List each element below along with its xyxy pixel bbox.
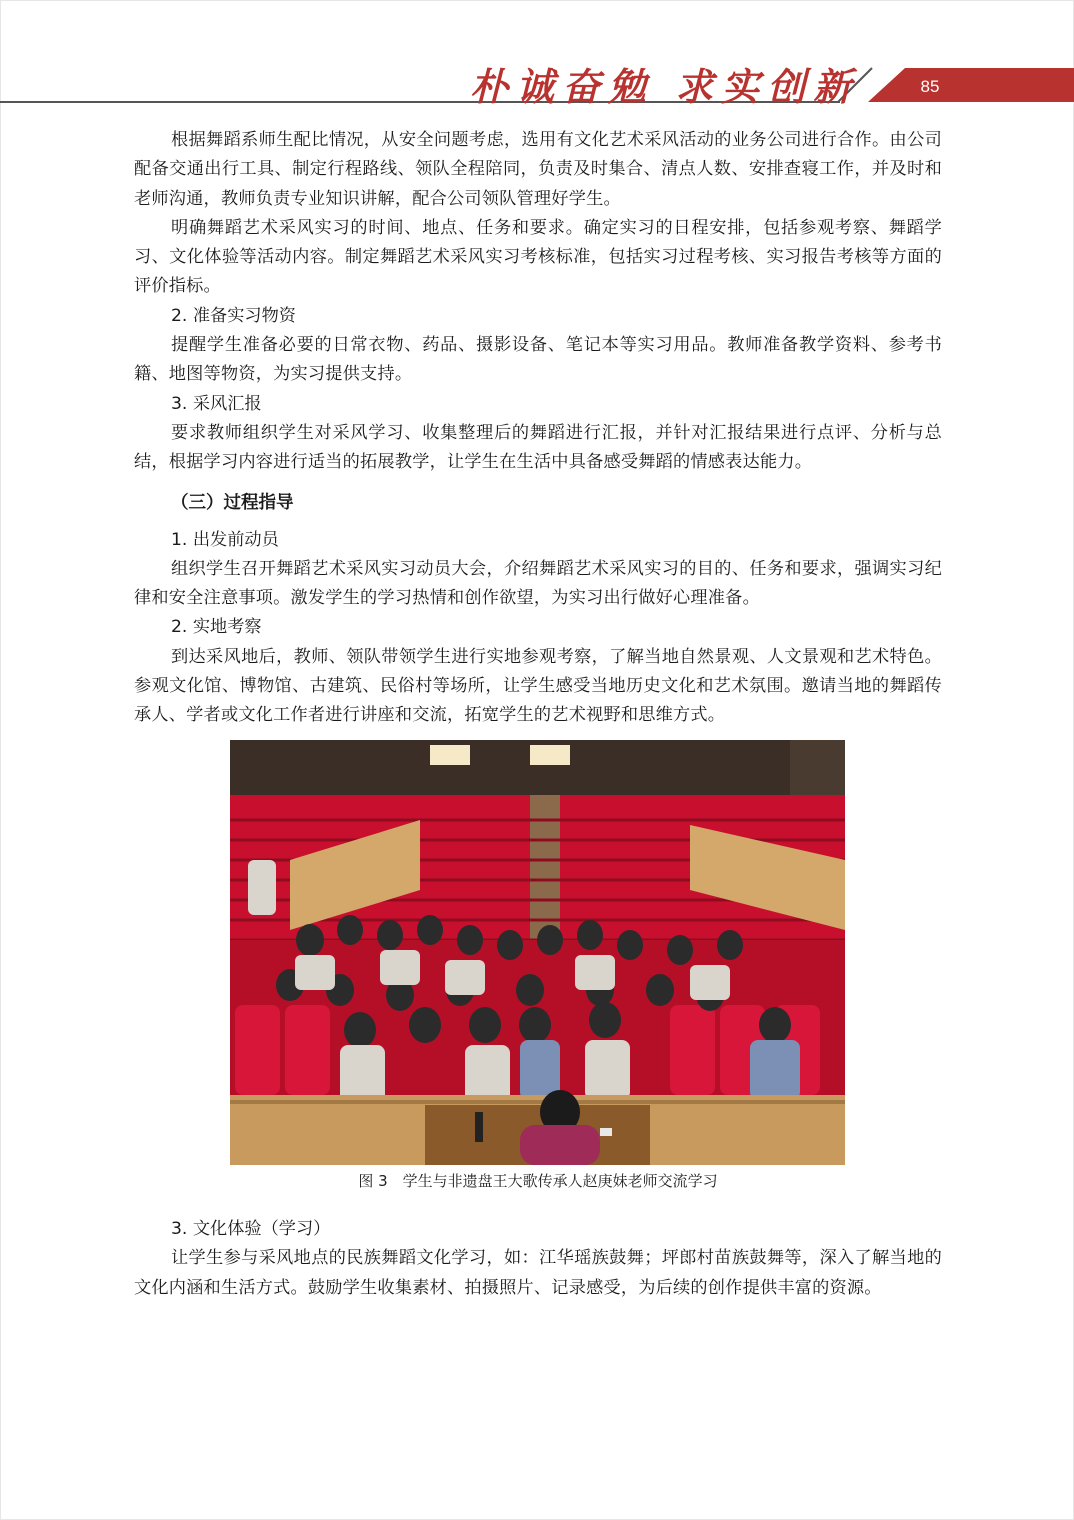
page-number: 85 <box>920 77 940 96</box>
paragraph: 要求教师组织学生对采风学习、收集整理后的舞蹈进行汇报，并针对汇报结果进行点评、分析与总结，根据学习内容进行适当的拓展教学，让学生在生活中具备感受舞蹈的情感表达能力。 <box>134 422 942 473</box>
body-bottom <box>134 1215 942 1303</box>
page-header <box>0 0 1074 110</box>
paragraph: 提醒学生准备必要的日常衣物、药品、摄影设备、笔记本等实习用品。教师准备教学资料、参考书籍、地图等物资，为实习提供支持。 <box>134 335 942 385</box>
paragraph: 根据舞蹈系师生配比情况，从安全问题考虑，选用有文化艺术采风活动的业务公司进行合作。由公司配备交通出行工具、制定行程路线、领队全程陪同，负责及时集合、清点人数、安排查寝工作，并及时和老师沟通，教师负责专业知识讲解，配合公司领队管理好学生。 <box>134 130 942 209</box>
page-number-tab <box>868 68 1074 102</box>
subheading: 1. 出发前动员 <box>171 529 279 550</box>
subheading: 2. 准备实习物资 <box>171 305 296 326</box>
section-heading: （三）过程指导 <box>171 492 294 513</box>
photo-illustration <box>230 740 845 1165</box>
paragraph: 到达采风地后，教师、领队带领学生进行实地参观考察，了解当地自然景观、人文景观和艺术特色。参观文化馆、博物馆、古建筑、民俗村等场所，让学生感受当地历史文化和艺术氛围。邀请当地的舞蹈传承人、学者或文化工作者进行讲座和交流，拓宽学生的艺术视野和思维方式。 <box>134 646 942 726</box>
figure-caption: 图 3 学生与非遗盘王大歌传承人赵庚妹老师交流学习 <box>358 1172 718 1190</box>
subheading: 2. 实地考察 <box>171 617 262 638</box>
auditorium-photo <box>230 740 845 1165</box>
subheading: 3. 采风汇报 <box>171 393 262 414</box>
paragraph: 组织学生召开舞蹈艺术采风实习动员大会，介绍舞蹈艺术采风实习的目的、任务和要求，强调实习纪律和安全注意事项。激发学生的学习热情和创作欲望，为实习出行做好心理准备。 <box>134 558 942 609</box>
paragraph: 让学生参与采风地点的民族舞蹈文化学习，如：江华瑶族鼓舞；坪郎村苗族鼓舞等，深入了解当地的文化内涵和生活方式。鼓励学生收集素材、拍摄照片、记录感受，为后续的创作提供丰富的资源。 <box>134 1248 942 1298</box>
subheading: 3. 文化体验（学习） <box>171 1219 331 1239</box>
body-top <box>134 126 942 731</box>
paragraph: 明确舞蹈艺术采风实习的时间、地点、任务和要求。确定实习的日程安排，包括参观考察、舞蹈学习、文化体验等活动内容。制定舞蹈艺术采风实习考核标准，包括实习过程考核、实习报告考核等方面的评价指标。 <box>134 217 942 297</box>
header-motto: 朴诚奋勉 求实创新 <box>470 64 860 109</box>
